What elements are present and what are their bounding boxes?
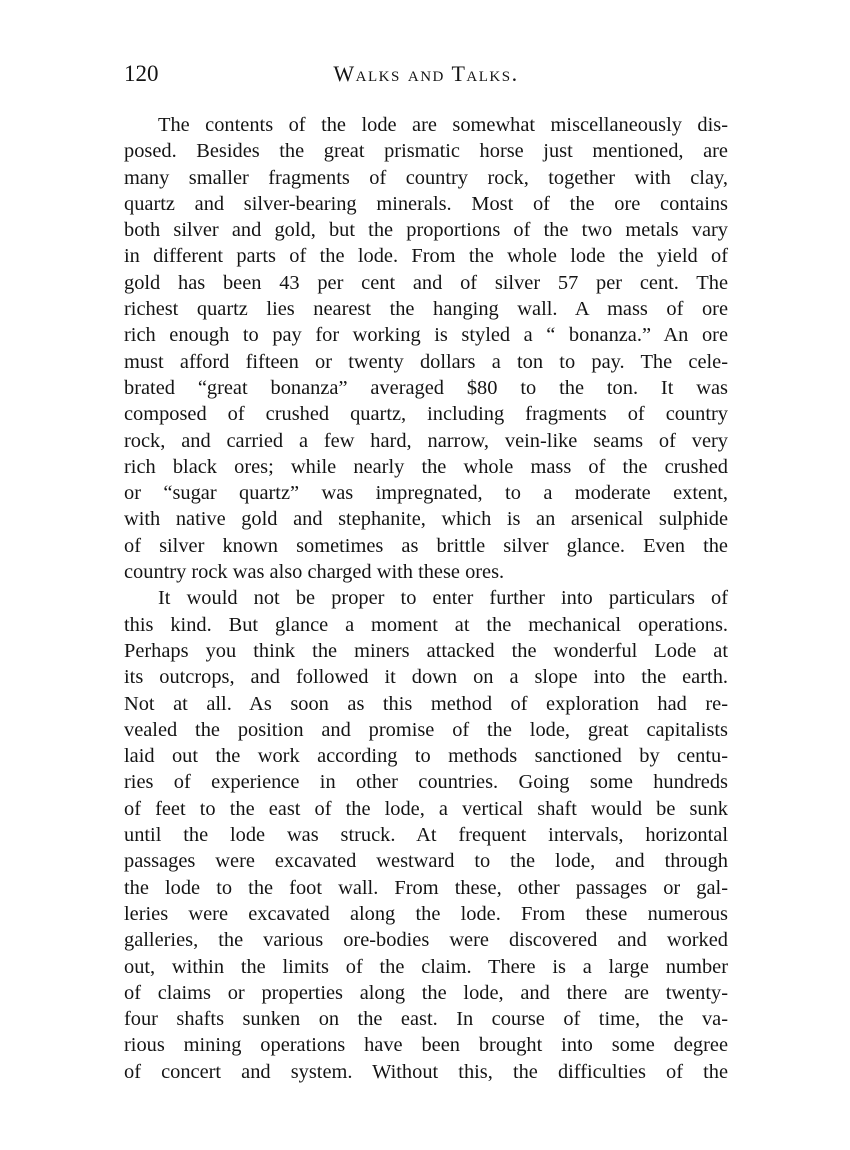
text-line: in different parts of the lode. From the whole lode the yield of	[124, 245, 728, 268]
text-line: country rock was also charged with these ores.	[124, 561, 505, 584]
text-line: richest quartz lies nearest the hanging wall. A mass of ore	[124, 298, 728, 321]
text-line: rious mining operations have been brought into some degree	[124, 1034, 728, 1057]
book-page	[124, 58, 728, 1085]
page-number: 120	[124, 61, 159, 86]
text-line: both silver and gold, but the proportions of the two metals vary	[124, 219, 728, 242]
text-line: quartz and silver-bearing minerals. Most of the ore contains	[124, 192, 728, 215]
text-line: The contents of the lode are somewhat miscellaneously dis-	[158, 114, 728, 136]
text-line: of claims or properties along the lode, and there are twenty-	[124, 981, 728, 1004]
text-line: until the lode was struck. At frequent intervals, horizontal	[124, 824, 728, 847]
text-line: ries of experience in other countries. Going some hundreds	[124, 771, 728, 794]
text-line: laid out the work according to methods sanctioned by centu-	[124, 745, 728, 768]
text-line: It would not be proper to enter further into particulars of	[158, 587, 728, 610]
text-line: Not at all. As soon as this method of exploration had re-	[124, 692, 728, 715]
text-line: many smaller fragments of country rock, together with clay,	[124, 166, 728, 189]
text-line: this kind. But glance a moment at the mechanical operations.	[124, 613, 728, 636]
text-line: Perhaps you think the miners attacked the wonderful Lode at	[124, 639, 728, 662]
text-line: of silver known sometimes as brittle silver glance. Even the	[124, 534, 728, 557]
text-line: of concert and system. Without this, the difficulties of the	[124, 1060, 728, 1083]
text-line: brated “great bonanza” averaged $80 to the ton. It was	[124, 376, 728, 399]
text-line: its outcrops, and followed it down on a slope into the earth.	[124, 666, 728, 689]
text-line: passages were excavated westward to the lode, and through	[124, 850, 728, 873]
text-line: composed of crushed quartz, including fragments of country	[124, 403, 728, 426]
text-line: gold has been 43 per cent and of silver 57 per cent. The	[124, 271, 728, 294]
text-line: the lode to the foot wall. From these, other passages or gal-	[124, 876, 728, 899]
paragraph-1	[124, 112, 728, 585]
page-header	[124, 58, 728, 90]
text-line: with native gold and stephanite, which is an arsenical sulphide	[124, 508, 728, 531]
body-text	[124, 112, 728, 1085]
running-head: Walks and Talks.	[333, 61, 519, 86]
text-line: of feet to the east of the lode, a vertical shaft would be sunk	[124, 797, 728, 820]
text-line: posed. Besides the great prismatic horse just mentioned, are	[124, 140, 728, 163]
text-line: vealed the position and promise of the lode, great capitalists	[124, 718, 728, 741]
text-line: galleries, the various ore-bodies were discovered and worked	[124, 929, 728, 952]
text-line: rich black ores; while nearly the whole mass of the crushed	[124, 455, 728, 478]
text-line: must afford fifteen or twenty dollars a ton to pay. The cele-	[124, 350, 728, 373]
text-line: rock, and carried a few hard, narrow, vein-like seams of very	[124, 429, 728, 452]
text-line: or “sugar quartz” was impregnated, to a moderate extent,	[124, 482, 728, 505]
text-line: leries were excavated along the lode. From these numerous	[124, 902, 728, 925]
paragraph-2	[124, 585, 728, 1085]
text-line: four shafts sunken on the east. In course of time, the va-	[124, 1008, 728, 1031]
text-line: rich enough to pay for working is styled a “ bonanza.” An ore	[124, 324, 728, 347]
text-line: out, within the limits of the claim. There is a large number	[124, 955, 728, 978]
